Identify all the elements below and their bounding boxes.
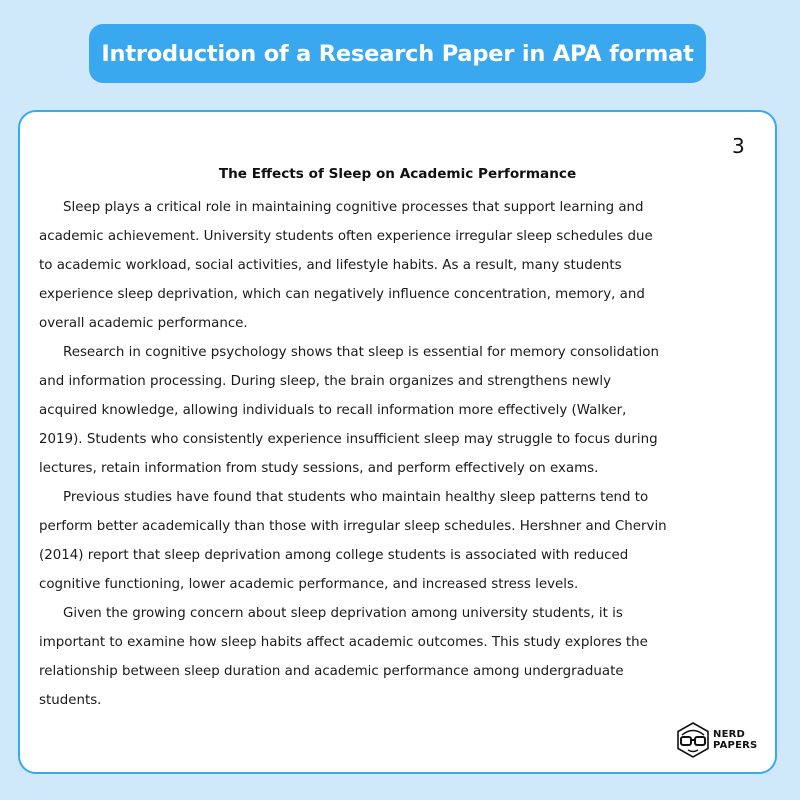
text-line: academic achievement. University students often experience irregular sleep schedules due — [39, 229, 653, 244]
paragraph-3 — [39, 483, 759, 599]
text-line: students. — [39, 693, 102, 708]
text-line: perform better academically than those with irregular sleep schedules. Hershner and Chervin — [39, 519, 667, 534]
paragraph-1 — [39, 193, 759, 338]
logo-text-line2: PAPERS — [713, 740, 758, 751]
paragraph-4 — [39, 599, 759, 715]
paragraph-2 — [39, 338, 759, 483]
text-line: and information processing. During sleep, the brain organizes and strengthens newly — [39, 374, 612, 389]
text-line: lectures, retain information from study sessions, and perform effectively on exams. — [39, 461, 599, 476]
page-banner-title: Introduction of a Research Paper in APA format — [89, 24, 706, 83]
text-line: 2019). Students who consistently experience insufficient sleep may struggle to focus during — [39, 432, 658, 447]
text-line: Given the growing concern about sleep deprivation among university students, it is — [63, 606, 623, 621]
text-line: cognitive functioning, lower academic performance, and increased stress levels. — [39, 577, 579, 592]
nerd-glasses-icon — [675, 722, 711, 758]
text-line: Previous studies have found that students who maintain healthy sleep patterns tend to — [63, 490, 649, 505]
text-line: overall academic performance. — [39, 316, 248, 331]
nerd-papers-logo — [675, 720, 765, 760]
text-line: acquired knowledge, allowing individuals to recall information more effectively (Walker, — [39, 403, 627, 418]
logo-wordmark — [713, 729, 757, 751]
text-line: to academic workload, social activities, and lifestyle habits. As a result, many students — [39, 258, 622, 273]
paper-title: The Effects of Sleep on Academic Performance — [218, 166, 577, 182]
paper-body — [39, 193, 759, 715]
text-line: (2014) report that sleep deprivation among college students is associated with reduced — [39, 548, 629, 563]
logo-text-line1: NERD — [713, 729, 746, 740]
text-line: relationship between sleep duration and academic performance among undergraduate — [39, 664, 624, 679]
text-line: Sleep plays a critical role in maintaining cognitive processes that support learning and — [63, 200, 644, 215]
page-number: 3 — [732, 134, 745, 158]
text-line: experience sleep deprivation, which can negatively influence concentration, memory, and — [39, 287, 645, 302]
text-line: Research in cognitive psychology shows that sleep is essential for memory consolidation — [63, 345, 659, 360]
text-line: important to examine how sleep habits affect academic outcomes. This study explores the — [39, 635, 648, 650]
